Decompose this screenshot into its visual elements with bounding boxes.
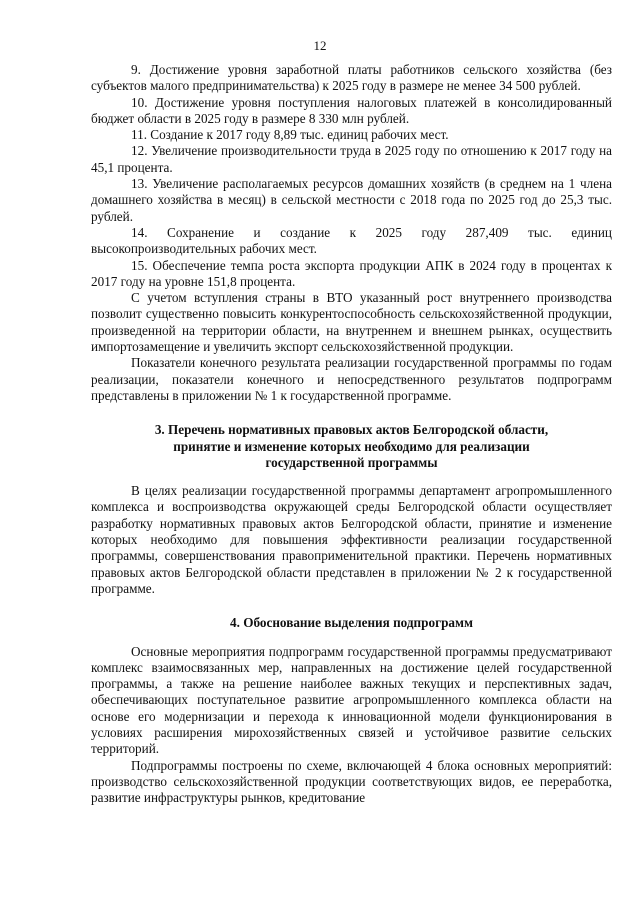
list-item: 13. Увеличение располагаемых ресурсов домашних хозяйств (в среднем на 1 члена домашнего хозяйства в месяц) в сельской местности с 2018 года по 2025 год до 25,3 тыс. рублей. <box>91 176 612 224</box>
page-number: 12 <box>313 38 327 53</box>
section-4-heading: 4. Обоснование выделения подпрограмм <box>230 615 473 631</box>
wto-paragraph: С учетом вступления страны в ВТО указанный рост внутреннего производства позволит существенно повысить конкурентоспособность сельскохозяйственной продукции, произведенной на территории области, на внутреннем и внешнем рынках, осуществить импортозамещение и увеличить экспорт сельскохозяйственной продукции. <box>91 290 612 355</box>
list-item: 9. Достижение уровня заработной платы работников сельского хозяйства (без субъектов малого предпринимательства) к 2025 году в размере не менее 34 500 рублей. <box>91 62 612 94</box>
section-4-text-2: Подпрограммы построены по схеме, включающей 4 блока основных мероприятий: производство сельскохозяйственной продукции соответствующих видов, ее переработка, развитие инфраструктуры рынков, кредитование <box>91 757 612 806</box>
list-item: 10. Достижение уровня поступления налоговых платежей в консолидированный бюджет области в 2025 году в размере 8 330 млн рублей. <box>91 94 612 126</box>
section-4-text-1: Основные мероприятия подпрограмм государственной программы предусматривают комплекс взаимосвязанных мер, направленных на достижение целей государственной программы, а также на решение наиболее важных текущих и перспективных задач, обеспечивающих поступательное развитие агропромышленного комплекса области на основе его модернизации и перехода к инновационной модели функционирования в условиях расширения мирохозяйственных связей и устойчивое развитие сельских территорий. <box>91 643 612 757</box>
section-3-text: В целях реализации государственной программы департамент агропромышленного комплекса и воспроизводства окружающей среды Белгородской области осуществляет разработку нормативных правовых актов Белгородской области, принятие и изменение которых необходимо для повышения эффективности реализации государственной программы, совершенствования правоприменительной практики. Перечень нормативных правовых актов Белгородской области представлен в приложении № 2 к государственной программе. <box>91 483 612 596</box>
indicators-paragraph: Показатели конечного результата реализации государственной программы по годам реализации, показатели конечного и непосредственного результатов подпрограмм представлены в приложении № 1 к государственной программе. <box>91 355 612 403</box>
list-item: 11. Создание к 2017 году 8,89 тыс. единиц рабочих мест. <box>131 127 449 143</box>
document-body <box>91 62 612 806</box>
list-item: 15. Обеспечение темпа роста экспорта продукции АПК в 2024 году в процентах к 2017 году на уровне 151,8 процента. <box>91 257 612 289</box>
section-3-heading: 3. Перечень нормативных правовых актов Белгородской области, принятие и изменение которых необходимо для реализации государственной программы <box>154 422 549 470</box>
list-item: 12. Увеличение производительности труда в 2025 году по отношению к 2017 году на 45,1 процента. <box>91 143 612 175</box>
list-item: 14. Сохранение и создание к 2025 году 287,409 тыс. единиц высокопроизводительных рабочих мест. <box>91 224 612 257</box>
